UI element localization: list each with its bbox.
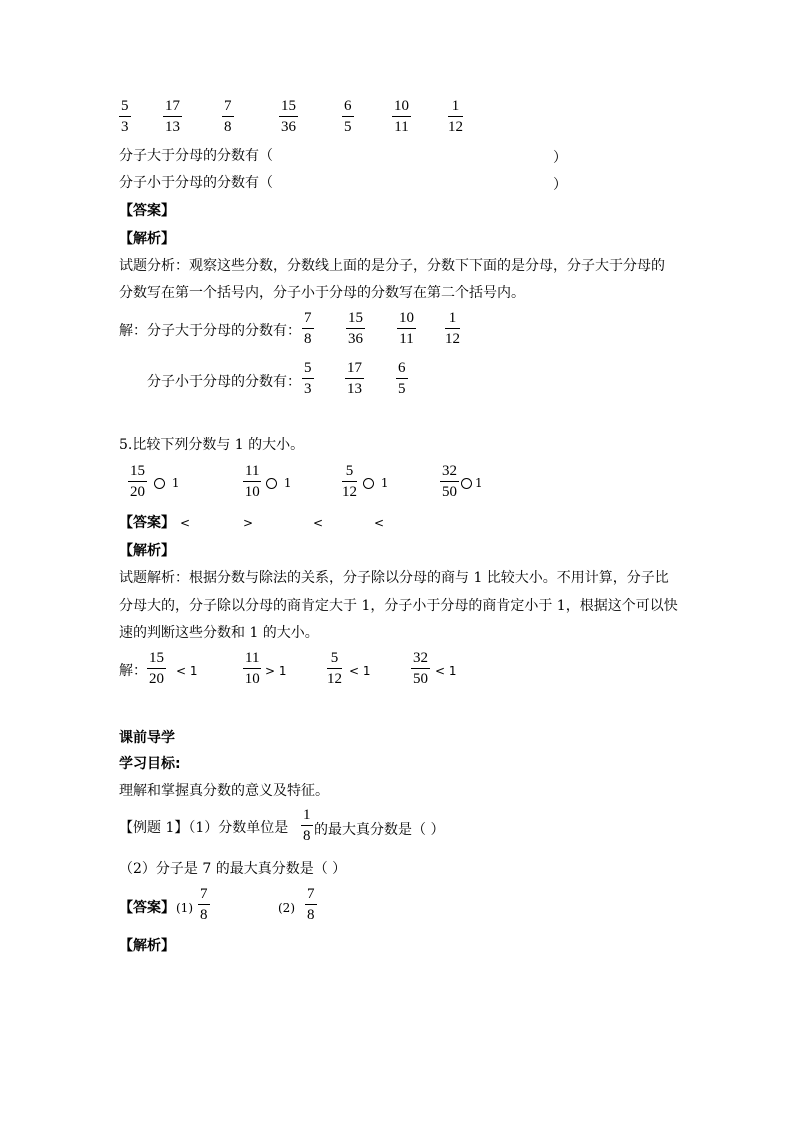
analysis-text: 速的判断这些分数和 1 的大小。 bbox=[119, 625, 319, 641]
fraction: 6 5 bbox=[398, 360, 406, 397]
fraction: 32 50 bbox=[413, 650, 428, 687]
solution-less-label: 分子小于分母的分数有： bbox=[147, 374, 301, 390]
circle-icon bbox=[461, 478, 472, 489]
compare-circle-one: 1 bbox=[459, 476, 483, 490]
close-paren: ） bbox=[553, 177, 567, 193]
answer-symbol: < bbox=[180, 516, 191, 530]
answer-label: 【答案】 bbox=[119, 203, 175, 219]
fraction: 5 3 bbox=[121, 98, 129, 135]
fraction: 1 12 bbox=[445, 310, 460, 347]
fraction: 15 20 bbox=[149, 650, 164, 687]
question-less: 分子小于分母的分数有（ bbox=[119, 175, 273, 191]
example-1-q2: （2）分子是 7 的最大真分数是（ ） bbox=[119, 861, 347, 877]
relation: > 1 bbox=[265, 664, 287, 678]
fraction: 7 8 bbox=[224, 98, 232, 135]
analysis-text: 试题分析：观察这些分数，分数线上面的是分子，分数下下面的是分母，分子大于分母的 bbox=[119, 258, 665, 274]
compare-circle-one: 1 bbox=[361, 476, 388, 490]
answer-symbol: < bbox=[313, 516, 324, 530]
analysis-label: 【解析】 bbox=[119, 938, 175, 954]
fraction: 32 50 bbox=[442, 463, 457, 500]
fraction: 6 5 bbox=[344, 98, 352, 135]
example-1-q1: 【例题 1】（1）分数单位是 bbox=[119, 820, 289, 836]
analysis-label: 【解析】 bbox=[119, 231, 175, 247]
fraction: 11 10 bbox=[244, 650, 260, 687]
example-1-q1-tail: 的最大真分数是（ ） bbox=[314, 822, 445, 838]
fraction: 7 8 bbox=[200, 886, 208, 923]
fraction: 1 8 bbox=[303, 807, 311, 844]
circle-icon bbox=[154, 478, 165, 489]
relation: < 1 bbox=[349, 664, 371, 678]
circle-icon bbox=[266, 478, 277, 489]
answer-symbol: > bbox=[243, 516, 254, 530]
answer-index: (2) bbox=[278, 901, 295, 915]
goal-text: 理解和掌握真分数的意义及特征。 bbox=[119, 783, 329, 799]
answer-label: 【答案】 bbox=[119, 515, 175, 531]
relation: < 1 bbox=[435, 664, 457, 678]
fraction: 15 36 bbox=[281, 98, 296, 135]
question-greater: 分子大于分母的分数有（ bbox=[119, 148, 273, 164]
analysis-label: 【解析】 bbox=[119, 543, 175, 559]
compare-circle-one: 1 bbox=[152, 476, 179, 490]
fraction: 1 12 bbox=[448, 98, 463, 135]
fraction: 7 8 bbox=[304, 310, 312, 347]
fraction: 17 13 bbox=[347, 360, 362, 397]
goal-title: 学习目标: bbox=[119, 756, 181, 772]
analysis-text: 试题解析：根据分数与除法的关系，分子除以分母的商与 1 比较大小。不用计算，分子比 bbox=[119, 570, 669, 586]
analysis-text: 分母大的，分子除以分母的商肯定大于 1，分子小于分母的商肯定小于 1，根据这个可以快 bbox=[119, 598, 678, 614]
solution-greater-label: 解：分子大于分母的分数有： bbox=[119, 323, 301, 339]
section-title: 课前导学 bbox=[119, 730, 175, 746]
question-5-title: 5.比较下列分数与 1 的大小。 bbox=[119, 437, 305, 453]
close-paren: ） bbox=[553, 150, 567, 166]
answer-index: (1) bbox=[176, 901, 193, 915]
fraction: 10 11 bbox=[394, 98, 409, 135]
analysis-text: 分数写在第一个括号内，分子小于分母的分数写在第二个括号内。 bbox=[119, 285, 525, 301]
fraction: 5 12 bbox=[327, 650, 342, 687]
fraction: 17 13 bbox=[165, 98, 180, 135]
fraction: 5 12 bbox=[342, 463, 357, 500]
fraction: 7 8 bbox=[307, 886, 315, 923]
solution-label: 解： bbox=[119, 663, 147, 679]
fraction: 15 36 bbox=[348, 310, 363, 347]
fraction: 5 3 bbox=[304, 360, 312, 397]
fraction: 11 10 bbox=[244, 463, 260, 500]
circle-icon bbox=[363, 478, 374, 489]
fraction: 10 11 bbox=[399, 310, 414, 347]
answer-label: 【答案】 bbox=[119, 900, 175, 916]
answer-symbol: < bbox=[374, 516, 385, 530]
relation: < 1 bbox=[176, 664, 198, 678]
fraction: 15 20 bbox=[130, 463, 145, 500]
compare-circle-one: 1 bbox=[264, 476, 291, 490]
